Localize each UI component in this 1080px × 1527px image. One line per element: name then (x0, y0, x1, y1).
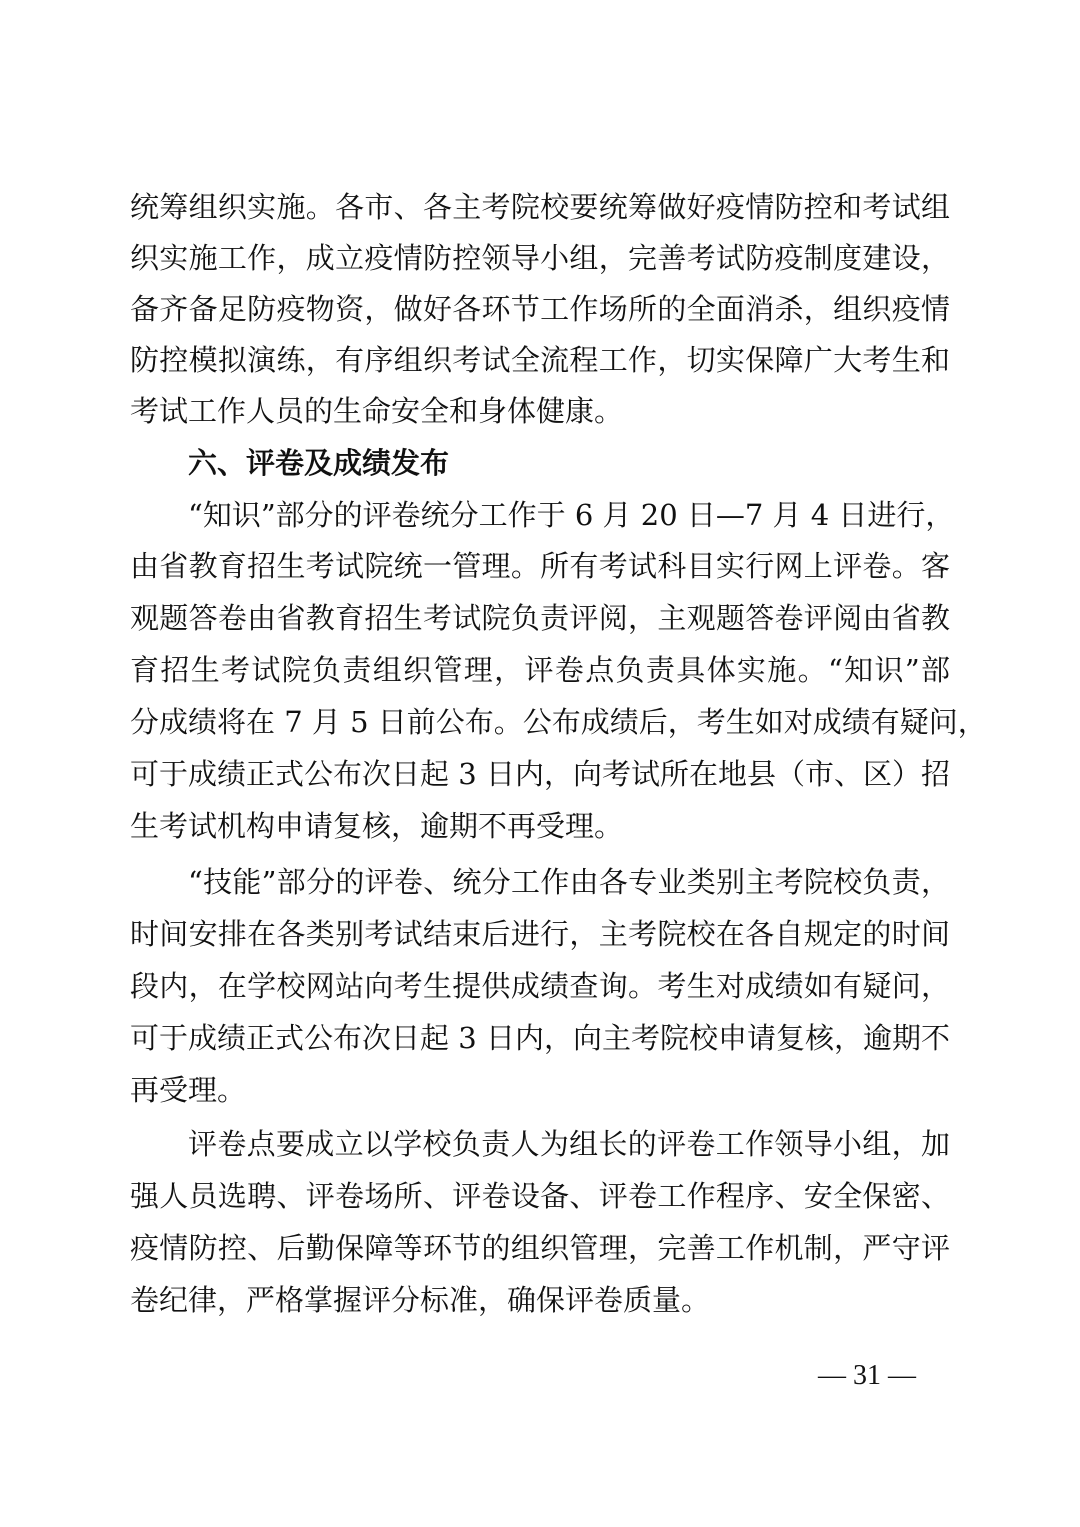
paragraph-line: 再受理。 (130, 1073, 247, 1107)
paragraph-line: 可于成绩正式公布次日起 3 日内，向考试所在地县（市、区）招 (130, 757, 950, 791)
paragraph-line: 考试工作人员的生命安全和身体健康。 (130, 394, 624, 428)
paragraph-line: 织实施工作，成立疫情防控领导小组，完善考试防疫制度建设， (130, 241, 950, 275)
paragraph-line: 卷纪律，严格掌握评分标准，确保评卷质量。 (130, 1283, 711, 1317)
paragraph-line: 强人员选聘、评卷场所、评卷设备、评卷工作程序、安全保密、 (130, 1179, 950, 1213)
paragraph-line: 育招生考试院负责组织管理，评卷点负责具体实施。“知识”部 (130, 653, 950, 687)
paragraph-line: 分成绩将在 7 月 5 日前公布。公布成绩后，考生如对成绩有疑问， (130, 705, 987, 739)
paragraph-line: 可于成绩正式公布次日起 3 日内，向主考院校申请复核，逾期不 (130, 1021, 950, 1055)
paragraph-line: “知识”部分的评卷统分工作于 6 月 20 日—7 月 4 日进行， (188, 498, 955, 532)
paragraph-line: 生考试机构申请复核，逾期不再受理。 (130, 809, 624, 843)
section-heading: 六、评卷及成绩发布 (188, 446, 450, 480)
paragraph-line: 观题答卷由省教育招生考试院负责评阅，主观题答卷评阅由省教 (130, 601, 950, 635)
page-number: — 31 — (818, 1360, 916, 1391)
paragraph-line: 时间安排在各类别考试结束后进行，主考院校在各自规定的时间 (130, 917, 950, 951)
paragraph-line: 由省教育招生考试院统一管理。所有考试科目实行网上评卷。客 (130, 549, 950, 583)
paragraph-line: 防控模拟演练，有序组织考试全流程工作，切实保障广大考生和 (130, 343, 950, 377)
paragraph-line: 统筹组织实施。各市、各主考院校要统筹做好疫情防控和考试组 (130, 190, 950, 224)
paragraph-line: “技能”部分的评卷、统分工作由各专业类别主考院校负责， (188, 865, 950, 899)
paragraph-line: 评卷点要成立以学校负责人为组长的评卷工作领导小组，加 (188, 1127, 950, 1161)
paragraph-line: 疫情防控、后勤保障等环节的组织管理，完善工作机制，严守评 (130, 1231, 950, 1265)
paragraph-line: 备齐备足防疫物资，做好各环节工作场所的全面消杀，组织疫情 (130, 292, 950, 326)
paragraph-line: 段内，在学校网站向考生提供成绩查询。考生对成绩如有疑问， (130, 969, 950, 1003)
